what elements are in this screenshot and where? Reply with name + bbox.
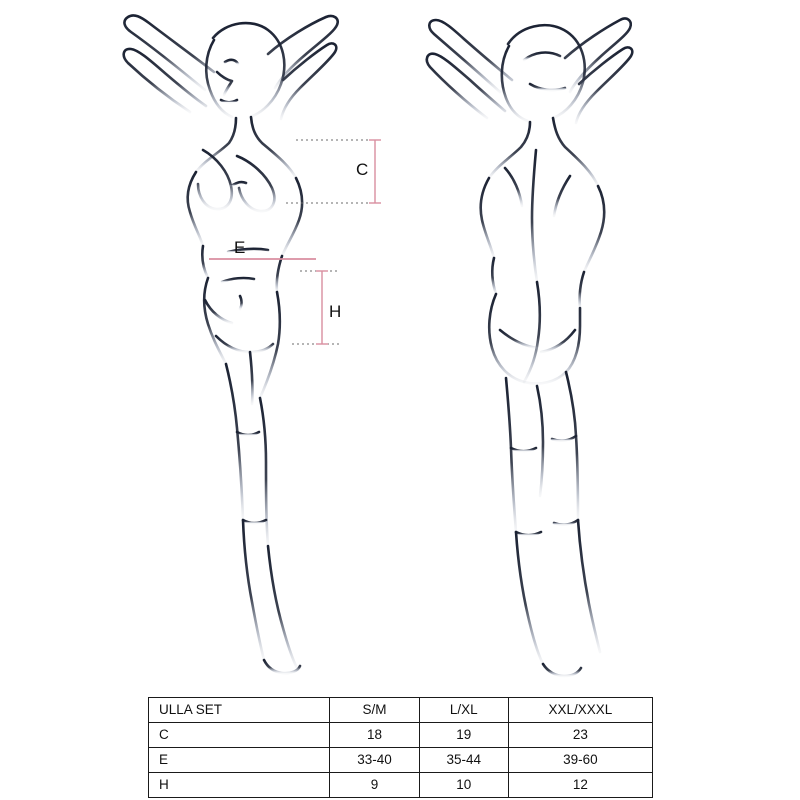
- table-row: [149, 748, 653, 773]
- table-header-sm: S/M: [330, 698, 419, 723]
- row-label-e: E: [149, 748, 330, 773]
- row-label-h: H: [149, 773, 330, 798]
- cell-h-xxlxxxl: 12: [508, 773, 652, 798]
- cell-h-sm: 9: [330, 773, 419, 798]
- back-view-female-silhouette: [427, 19, 632, 676]
- table-row: [149, 773, 653, 798]
- size-table: [148, 697, 653, 798]
- cell-e-sm: 33-40: [330, 748, 419, 773]
- measure-label-c: C: [356, 160, 369, 179]
- table-header-lxl: L/XL: [419, 698, 508, 723]
- cell-e-xxlxxxl: 39-60: [508, 748, 652, 773]
- table-row: [149, 723, 653, 748]
- cell-c-sm: 18: [330, 723, 419, 748]
- table-header-row: [149, 698, 653, 723]
- table-header-xxlxxxl: XXL/XXXL: [508, 698, 652, 723]
- table-header-product: ULLA SET: [149, 698, 330, 723]
- cell-c-xxlxxxl: 23: [508, 723, 652, 748]
- cell-c-lxl: 19: [419, 723, 508, 748]
- measure-label-e: E: [234, 238, 246, 257]
- cell-h-lxl: 10: [419, 773, 508, 798]
- front-view-female-silhouette: [124, 15, 338, 673]
- cell-e-lxl: 35-44: [419, 748, 508, 773]
- row-label-c: C: [149, 723, 330, 748]
- measure-label-h: H: [329, 302, 342, 321]
